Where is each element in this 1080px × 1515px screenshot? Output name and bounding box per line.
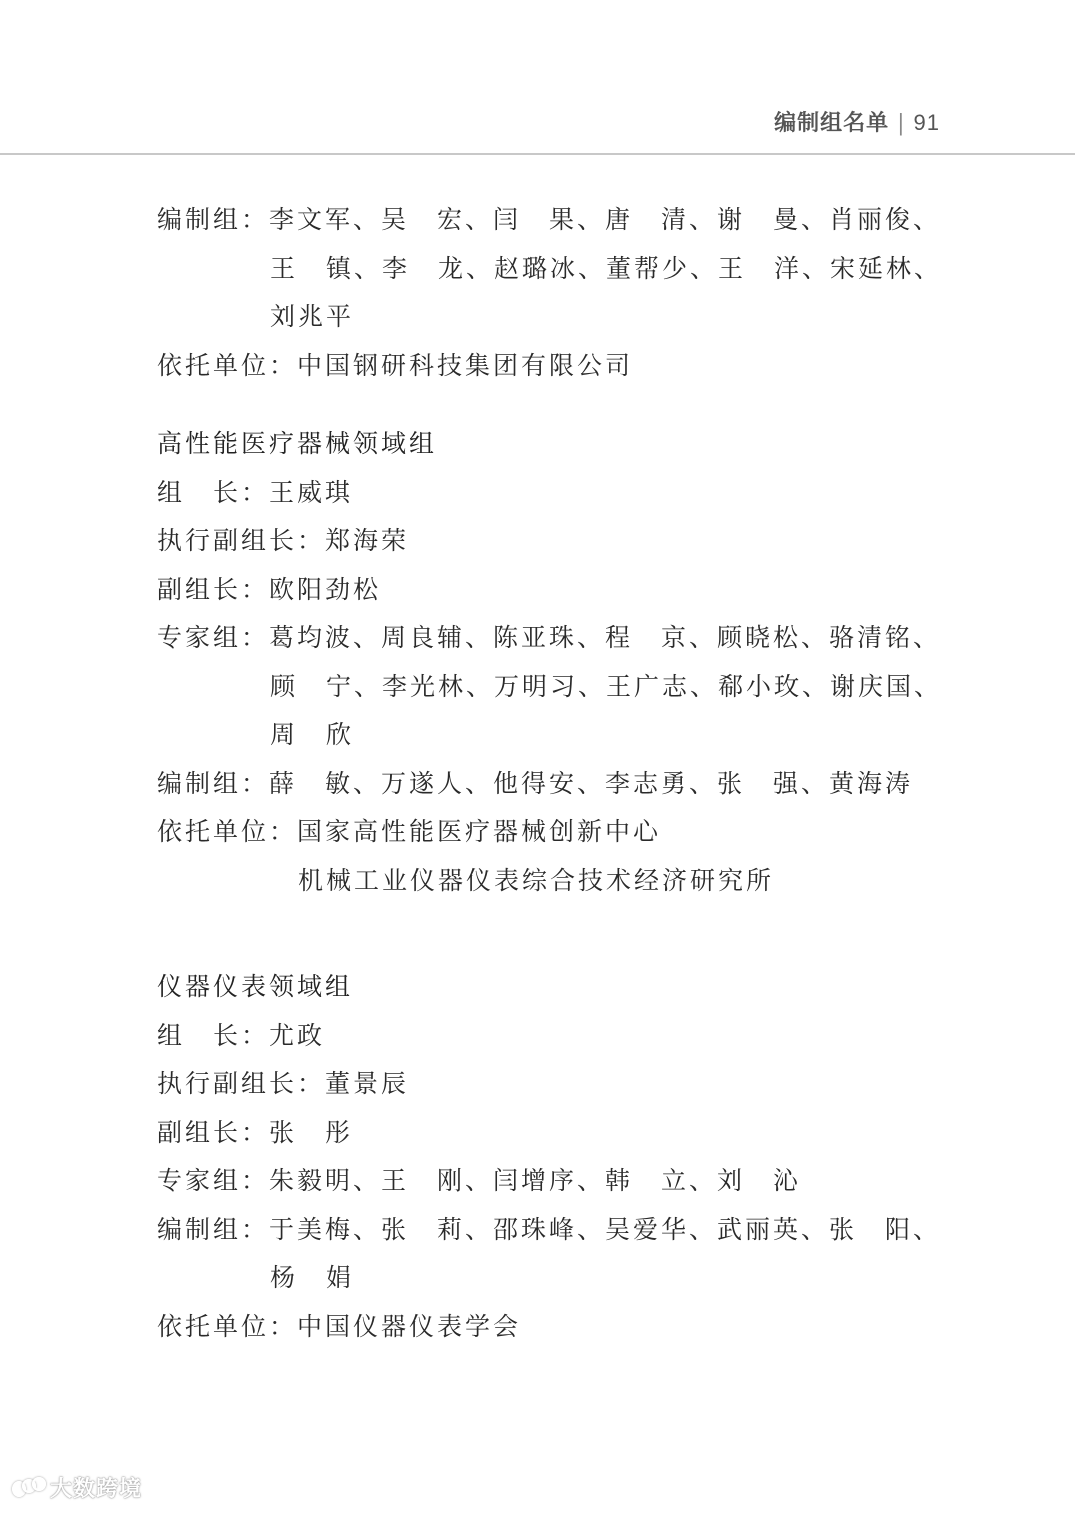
yituo-label: 依托单位： xyxy=(157,350,298,380)
zhixing-line: 执行副组长：董景辰 xyxy=(157,1069,410,1098)
fuzuzhang-line: 副组长：张 彤 xyxy=(157,1117,354,1147)
zhuanjia-label: 专家组： xyxy=(157,623,270,652)
yituo-label: 依托单位： xyxy=(157,817,298,846)
zhuanjia-line-3: 周 欣 xyxy=(270,720,355,749)
header-separator: | xyxy=(897,111,906,136)
watermark-logo-icon xyxy=(12,1477,46,1499)
page-number: 91 xyxy=(913,110,940,135)
watermark-text: 大数跨境 xyxy=(50,1477,143,1502)
header-rule xyxy=(0,153,1075,155)
watermark xyxy=(12,1472,142,1503)
bianzhi-names: 薛 敏、万遂人、他得安、李志勇、张 强、黄海涛 xyxy=(269,768,914,798)
zhuanjia-line: 专家组：朱毅明、王 刚、闫增序、韩 立、刘 沁 xyxy=(157,1166,802,1195)
zuzhang-line: 组 长：尤政 xyxy=(157,1020,326,1050)
yituo-line-1 xyxy=(157,342,957,391)
yituo-line-1 xyxy=(157,1303,957,1352)
bianzhi-line-2: 杨 娟 xyxy=(270,1263,355,1292)
section-title: 高性能医疗器械领域组 xyxy=(157,429,438,458)
bianzhi-line-2: 王 镇、李 龙、赵璐冰、董帮少、王 洋、宋延林、 xyxy=(270,253,943,283)
zhuanjia-names: 葛均波、周良辅、陈亚珠、程 京、顾晓松、骆清铭、 xyxy=(269,623,942,652)
bianzhi-label: 编制组： xyxy=(157,205,270,234)
bianzhi-label: 编制组： xyxy=(157,1214,270,1244)
bianzhi-line-1 xyxy=(157,760,957,809)
fuzuzhang-line: 副组长：欧阳劲松 xyxy=(157,574,382,604)
bianzhi-label: 编制组： xyxy=(157,768,270,798)
section-medical-devices xyxy=(157,420,957,905)
bianzhi-line-1 xyxy=(157,196,957,245)
yituo-org: 中国仪器仪表学会 xyxy=(297,1311,522,1341)
running-header xyxy=(740,106,940,137)
yituo-line-2: 机械工业仪器仪表综合技术经济研究所 xyxy=(298,865,775,895)
zuzhang-line: 组 长：王威琪 xyxy=(157,477,354,507)
header-title: 编制组名单 xyxy=(774,110,890,136)
yituo-org: 中国钢研科技集团有限公司 xyxy=(297,350,634,380)
yituo-label: 依托单位： xyxy=(157,1311,298,1341)
zhuanjia-line-2: 顾 宁、李光林、万明习、王广志、郗小玫、谢庆国、 xyxy=(270,671,943,701)
yituo-line-1 xyxy=(157,808,957,857)
bianzhi-line-1 xyxy=(157,1206,957,1255)
bianzhi-names: 李文军、吴 宏、闫 果、唐 清、谢 曼、肖丽俊、 xyxy=(269,205,942,234)
yituo-org: 国家高性能医疗器械创新中心 xyxy=(297,817,662,846)
bianzhi-line-3: 刘兆平 xyxy=(270,302,355,331)
section-instruments xyxy=(157,963,957,1351)
bianzhi-names: 于美梅、张 莉、邵珠峰、吴爱华、武丽英、张 阳、 xyxy=(269,1214,942,1244)
page-body xyxy=(157,196,957,1351)
section-materials-continued xyxy=(157,196,957,390)
zhuanjia-line-1 xyxy=(157,614,957,663)
zhixing-line: 执行副组长：郑海荣 xyxy=(157,526,410,555)
section-title: 仪器仪表领域组 xyxy=(157,972,354,1001)
